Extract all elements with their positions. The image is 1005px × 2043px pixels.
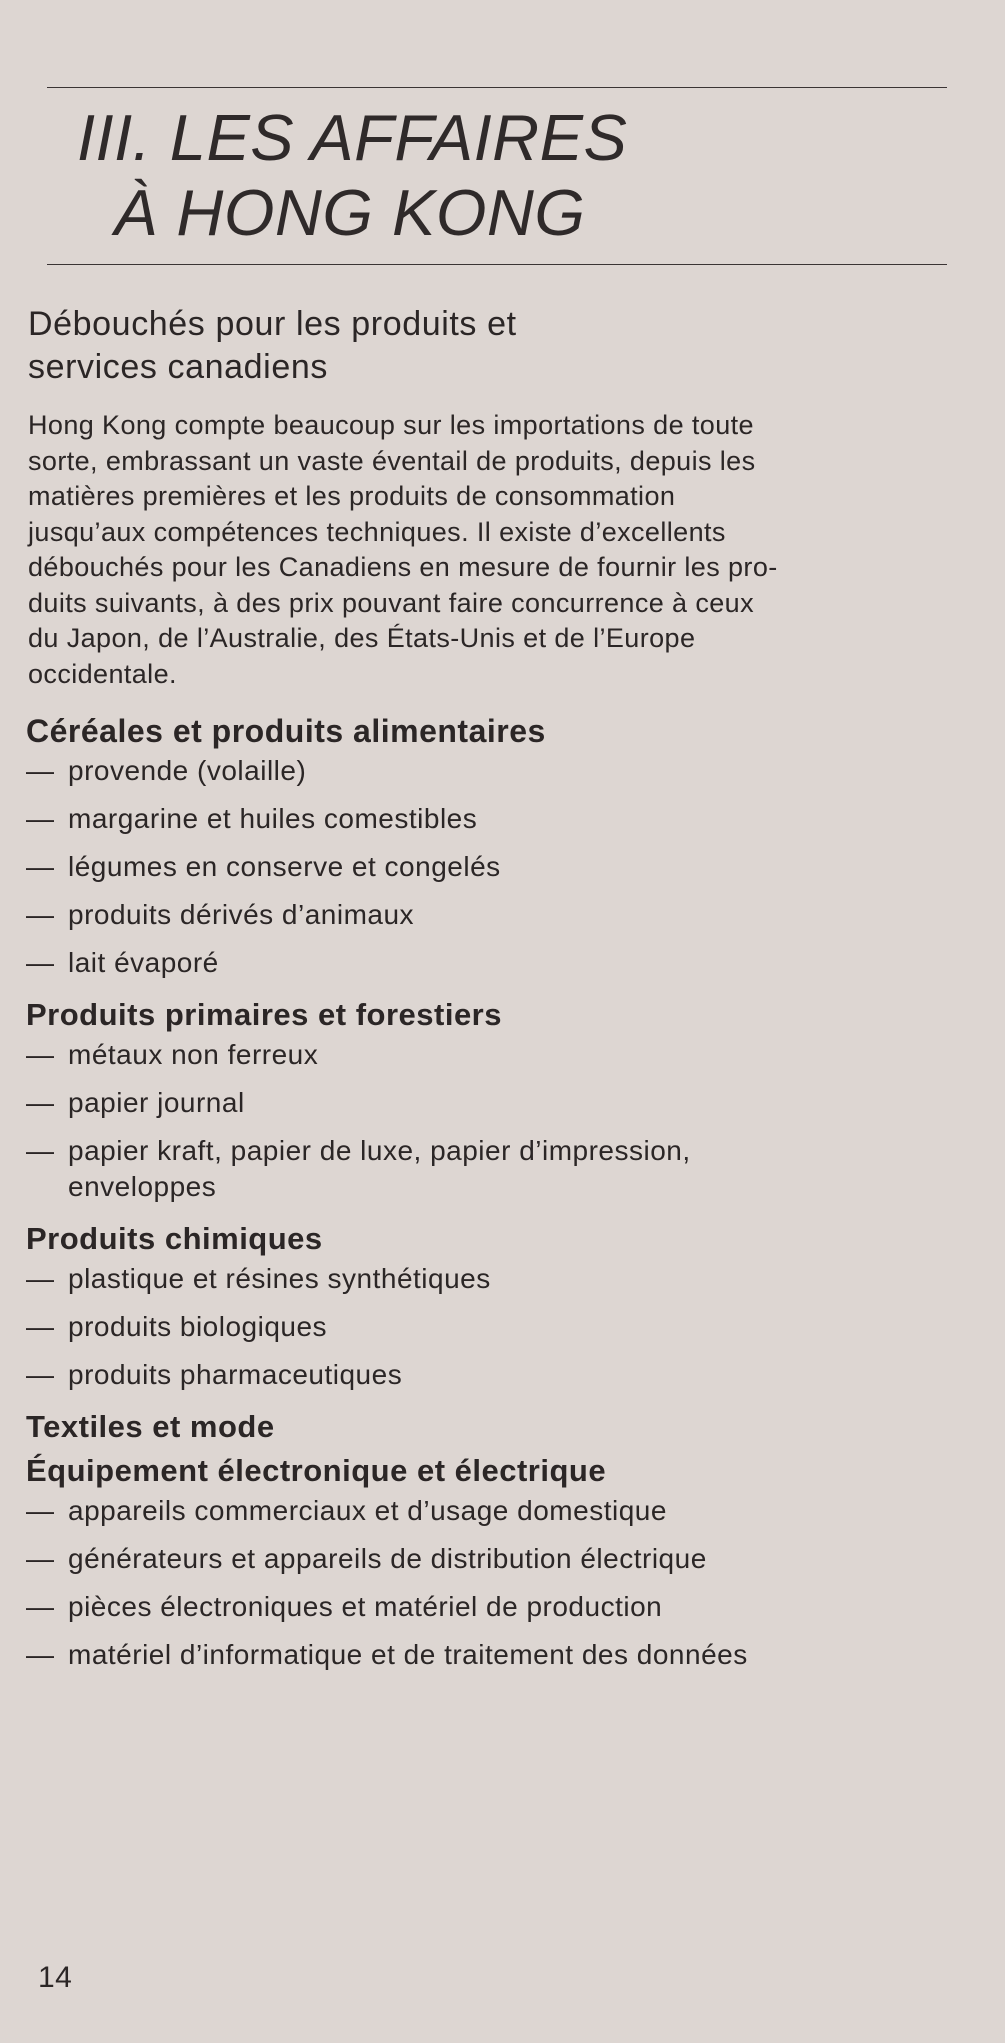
dash-marker: —: [26, 1135, 55, 1166]
product-categories: [26, 709, 976, 1685]
dash-marker: —: [26, 1591, 55, 1622]
category-list: [26, 753, 976, 981]
list-item-text-continued: enveloppes: [68, 1171, 217, 1202]
intro-line: duits suivants, à des prix pouvant faire concurrence à ceux: [28, 587, 754, 618]
list-item-text: produits pharmaceutiques: [68, 1359, 403, 1390]
dash-marker: —: [26, 1263, 55, 1294]
list-item-text: générateurs et appareils de distribution électrique: [68, 1543, 707, 1574]
title-line-2: À HONG KONG: [114, 176, 586, 249]
intro-line: débouchés pour les Canadiens en mesure de fournir les pro-: [28, 552, 778, 582]
list-item-text: plastique et résines synthétiques: [68, 1263, 491, 1294]
dash-marker: —: [26, 1495, 55, 1526]
category-heading: Produits primaires et forestiers: [26, 997, 502, 1032]
list-item: [26, 1037, 976, 1073]
intro-line: jusqu’aux compétences techniques. Il existe d’excellents: [28, 516, 726, 547]
page-title: [0, 100, 1005, 250]
list-item-text: papier kraft, papier de luxe, papier d’impression,: [68, 1135, 691, 1166]
list-item: [26, 1133, 976, 1205]
list-item: [26, 1261, 976, 1297]
intro-line: sorte, embrassant un vaste éventail de produits, depuis les: [28, 445, 756, 476]
intro-line: Hong Kong compte beaucoup sur les importations de toute: [28, 410, 754, 440]
list-item: [26, 1541, 976, 1577]
title-top-rule: [47, 87, 947, 88]
dash-marker: —: [26, 1543, 55, 1574]
list-item-text: provende (volaille): [68, 755, 307, 786]
dash-marker: —: [26, 1311, 55, 1342]
title-bottom-rule: [47, 264, 947, 265]
list-item: [26, 1493, 976, 1529]
dash-marker: —: [26, 755, 55, 786]
list-item: [26, 945, 976, 981]
list-item: [26, 801, 976, 837]
dash-marker: —: [26, 1087, 55, 1118]
list-item-text: margarine et huiles comestibles: [68, 803, 478, 834]
list-item-text: appareils commerciaux et d’usage domestique: [68, 1495, 667, 1526]
section-heading: [28, 303, 968, 389]
category-heading: Équipement électronique et électrique: [26, 1453, 607, 1488]
section-heading-line-1: Débouchés pour les produits et: [28, 305, 517, 343]
title-line-1: III. LES AFFAIRES: [77, 101, 628, 174]
category-list: [26, 1037, 976, 1205]
list-item-text: métaux non ferreux: [68, 1039, 319, 1070]
intro-paragraph: [28, 408, 973, 692]
dash-marker: —: [26, 1359, 55, 1390]
list-item: [26, 1589, 976, 1625]
list-item: [26, 1637, 976, 1673]
dash-marker: —: [26, 803, 55, 834]
list-item-text: produits biologiques: [68, 1311, 328, 1342]
category-list: [26, 1493, 976, 1673]
intro-line: occidentale.: [28, 658, 177, 689]
list-item: [26, 1085, 976, 1121]
list-item-text: papier journal: [68, 1087, 245, 1118]
category-heading: Textiles et mode: [26, 1409, 275, 1444]
dash-marker: —: [26, 851, 55, 882]
list-item: [26, 849, 976, 885]
list-item: [26, 897, 976, 933]
dash-marker: —: [26, 1039, 55, 1070]
dash-marker: —: [26, 1639, 55, 1670]
page-number: 14: [38, 1961, 73, 1994]
section-heading-line-2: services canadiens: [28, 348, 328, 386]
list-item: [26, 1357, 976, 1393]
category-heading: Céréales et produits alimentaires: [26, 713, 546, 749]
list-item: [26, 753, 976, 789]
category-heading: Produits chimiques: [26, 1221, 323, 1256]
list-item: [26, 1309, 976, 1345]
list-item-text: matériel d’informatique et de traitement des données: [68, 1639, 748, 1670]
intro-line: du Japon, de l’Australie, des États-Unis et de l’Europe: [28, 623, 696, 653]
category-list: [26, 1261, 976, 1393]
list-item-text: pièces électroniques et matériel de production: [68, 1591, 663, 1622]
dash-marker: —: [26, 899, 55, 930]
list-item-text: produits dérivés d’animaux: [68, 899, 415, 930]
intro-line: matières premières et les produits de consommation: [28, 481, 676, 511]
list-item-text: légumes en conserve et congelés: [68, 851, 501, 882]
list-item-text: lait évaporé: [68, 947, 219, 978]
dash-marker: —: [26, 947, 55, 978]
